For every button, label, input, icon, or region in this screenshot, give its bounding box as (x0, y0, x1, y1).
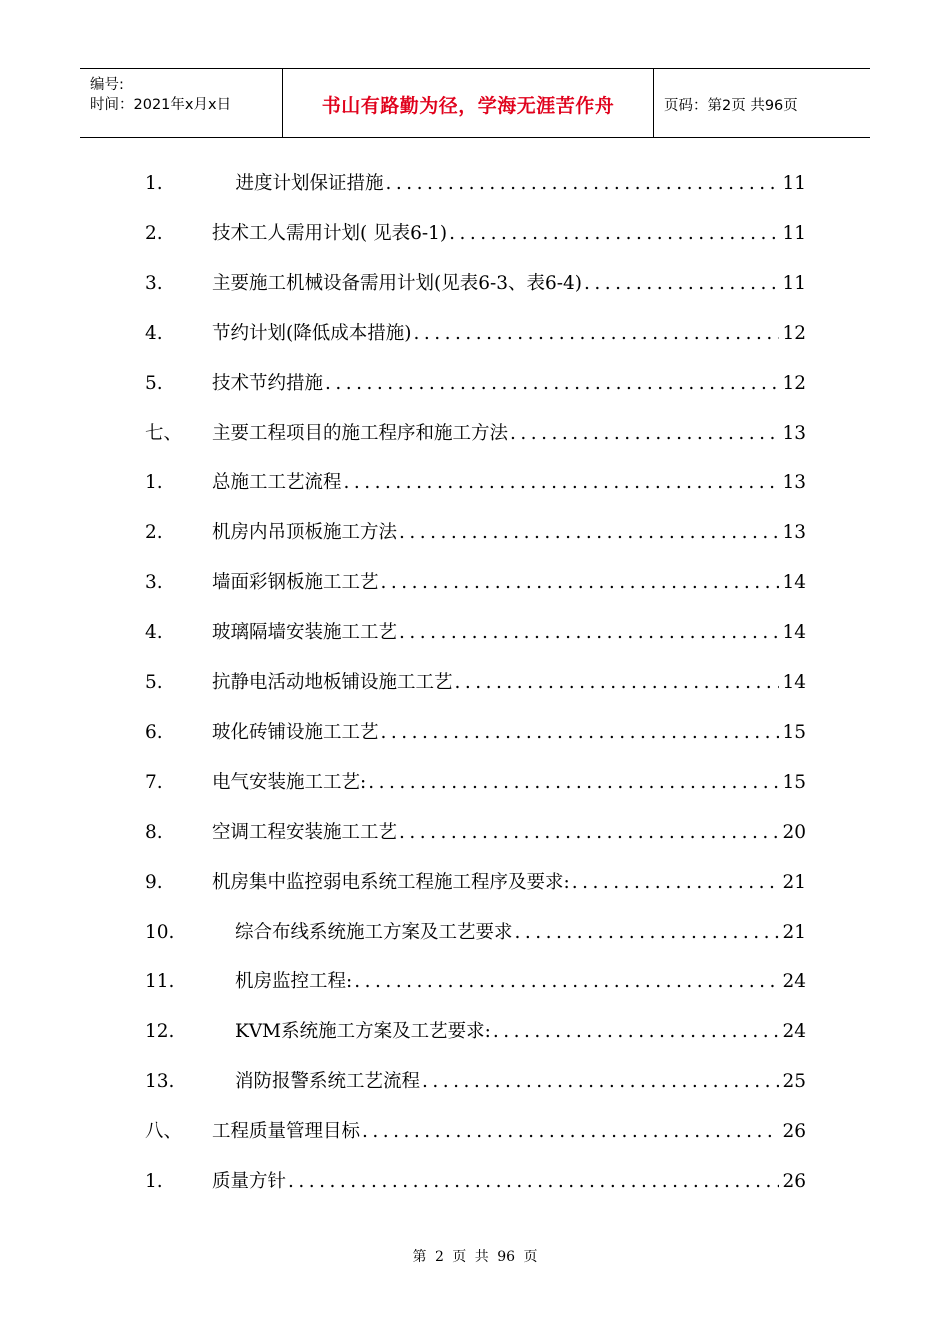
toc-dot-leader (342, 468, 780, 498)
toc-entry[interactable] (145, 668, 806, 698)
toc-entry[interactable] (145, 319, 806, 349)
toc-entry-number: 1. (145, 173, 163, 194)
toc-entry-page: 21 (782, 871, 806, 893)
toc-entry-title: 机房内吊顶板施工方法 (212, 522, 398, 544)
page-footer: 第 2 页 共 96 页 (412, 1249, 538, 1265)
toc-entry-number: 9. (145, 871, 163, 893)
toc-entry-title: 空调工程安装施工工艺 (212, 821, 398, 843)
toc-entry[interactable] (145, 219, 806, 249)
toc-entry-page: 15 (782, 721, 806, 743)
toc-entry-title: 工程质量管理目标 (212, 1121, 361, 1143)
toc-entry[interactable] (145, 269, 806, 299)
toc-entry-title: 节约计划(降低成本措施) (212, 322, 412, 344)
toc-entry[interactable] (145, 918, 806, 948)
toc-entry-page: 11 (782, 173, 806, 194)
toc-entry-title: 技术节约措施 (212, 372, 324, 394)
toc-entry-page: 14 (782, 672, 806, 693)
header-motto: 书山有路勤为径，学海无涯苦作舟 (321, 95, 615, 117)
toc-entry[interactable] (145, 1117, 806, 1147)
toc-dot-leader (397, 818, 779, 848)
toc-entry[interactable] (145, 768, 806, 798)
toc-entry-page: 13 (782, 472, 806, 494)
toc-entry-page: 13 (782, 422, 806, 444)
toc-entry-title: 机房监控工程: (235, 971, 353, 993)
document-date-label: 时间：2021年x月x日 (90, 97, 232, 113)
toc-entry-number: 4. (145, 622, 163, 644)
toc-entry-page: 13 (782, 522, 806, 544)
toc-dot-leader (508, 419, 779, 449)
toc-dot-leader (570, 868, 780, 898)
toc-dot-leader (360, 1117, 779, 1147)
toc-entry-page: 21 (782, 921, 806, 943)
toc-entry-number: 3. (145, 272, 163, 294)
toc-entry-title: 机房集中监控弱电系统工程施工程序及要求: (212, 871, 570, 893)
toc-entry-title: 抗静电活动地板铺设施工工艺 (212, 672, 453, 693)
toc-entry-page: 14 (782, 572, 806, 594)
toc-dot-leader (453, 668, 780, 698)
toc-entry-page: 25 (782, 1071, 806, 1093)
toc-entry-title: 玻璃隔墙安装施工工艺 (212, 622, 398, 644)
toc-dot-leader (397, 618, 779, 648)
toc-dot-leader (491, 1017, 780, 1047)
toc-entry[interactable] (145, 169, 806, 199)
header-page-code: 页码：第2页 共96页 (664, 98, 798, 114)
toc-entry-number: 8. (145, 821, 163, 843)
toc-entry-number: 1. (145, 472, 163, 494)
toc-dot-leader (352, 967, 779, 997)
toc-entry-title: 主要施工机械设备需用计划(见表6-3、表6-4) (212, 272, 583, 294)
toc-dot-leader (397, 518, 779, 548)
toc-entry-title: 玻化砖铺设施工工艺 (212, 721, 379, 743)
toc-entry-number: 10. (145, 921, 175, 943)
toc-entry-page: 11 (782, 222, 806, 244)
toc-entry-number: 2. (145, 222, 163, 244)
toc-entry-number: 13. (145, 1071, 175, 1093)
toc-entry[interactable] (145, 718, 806, 748)
toc-dot-leader (420, 1067, 779, 1097)
toc-entry[interactable] (145, 618, 806, 648)
toc-entry-title: 墙面彩钢板施工工艺 (212, 572, 379, 594)
document-number-label: 编号: (90, 77, 124, 93)
toc-dot-leader (366, 768, 779, 798)
toc-entry-page: 20 (782, 821, 806, 843)
toc-dot-leader (286, 1167, 779, 1197)
toc-entry-number: 4. (145, 322, 163, 344)
toc-entry-page: 15 (782, 771, 806, 793)
toc-entry-page: 24 (782, 971, 806, 993)
toc-entry-page: 26 (782, 1121, 806, 1143)
toc-entry-page: 26 (782, 1171, 806, 1192)
toc-entry-page: 12 (782, 322, 806, 344)
toc-entry-title: 进度计划保证措施 (212, 173, 384, 194)
toc-entry-title: 电气安装施工工艺: (212, 771, 367, 793)
toc-entry[interactable] (145, 868, 806, 898)
toc-entry-number: 3. (145, 572, 163, 594)
toc-entry-number: 7. (145, 771, 163, 793)
toc-entry-title: 消防报警系统工艺流程 (235, 1071, 421, 1093)
toc-dot-leader (411, 319, 779, 349)
toc-entry-page: 14 (782, 622, 806, 644)
toc-entry-page: 11 (782, 272, 806, 294)
toc-entry[interactable] (145, 518, 806, 548)
toc-entry-number: 2. (145, 522, 163, 544)
toc-entry[interactable] (145, 1067, 806, 1097)
toc-dot-leader (323, 369, 779, 399)
toc-entry-page: 12 (782, 372, 806, 394)
toc-entry-number: 八、 (145, 1121, 183, 1143)
toc-entry-number: 七、 (145, 422, 183, 444)
toc-entry-title: 总施工工艺流程 (212, 472, 342, 494)
toc-entry-title: KVM系统施工方案及工艺要求: (235, 1021, 491, 1043)
toc-entry[interactable] (145, 1017, 806, 1047)
toc-dot-leader (379, 718, 780, 748)
toc-entry[interactable] (145, 1167, 806, 1197)
toc-dot-leader (513, 918, 780, 948)
toc-entry[interactable] (145, 419, 806, 449)
toc-entry-title: 技术工人需用计划( 见表6-1) (212, 222, 448, 244)
toc-entry[interactable] (145, 468, 806, 498)
toc-entry[interactable] (145, 967, 806, 997)
toc-entry-title: 质量方针 (212, 1171, 287, 1192)
toc-entry-title: 主要工程项目的施工程序和施工方法 (212, 422, 509, 444)
toc-dot-leader (447, 219, 779, 249)
toc-entry[interactable] (145, 818, 806, 848)
toc-entry-page: 24 (782, 1021, 806, 1043)
toc-entry-number: 1. (145, 1171, 163, 1192)
toc-entry-number: 12. (145, 1021, 175, 1043)
toc-dot-leader (379, 568, 780, 598)
toc-entry-number: 5. (145, 672, 163, 693)
toc-entry-number: 5. (145, 372, 163, 394)
toc-entry[interactable] (145, 568, 806, 598)
toc-entry[interactable] (145, 369, 806, 399)
toc-dot-leader (582, 269, 779, 299)
toc-entry-number: 6. (145, 721, 163, 743)
toc-dot-leader (384, 169, 780, 199)
toc-entry-number: 11. (145, 971, 175, 993)
toc-entry-title: 综合布线系统施工方案及工艺要求 (235, 921, 513, 943)
